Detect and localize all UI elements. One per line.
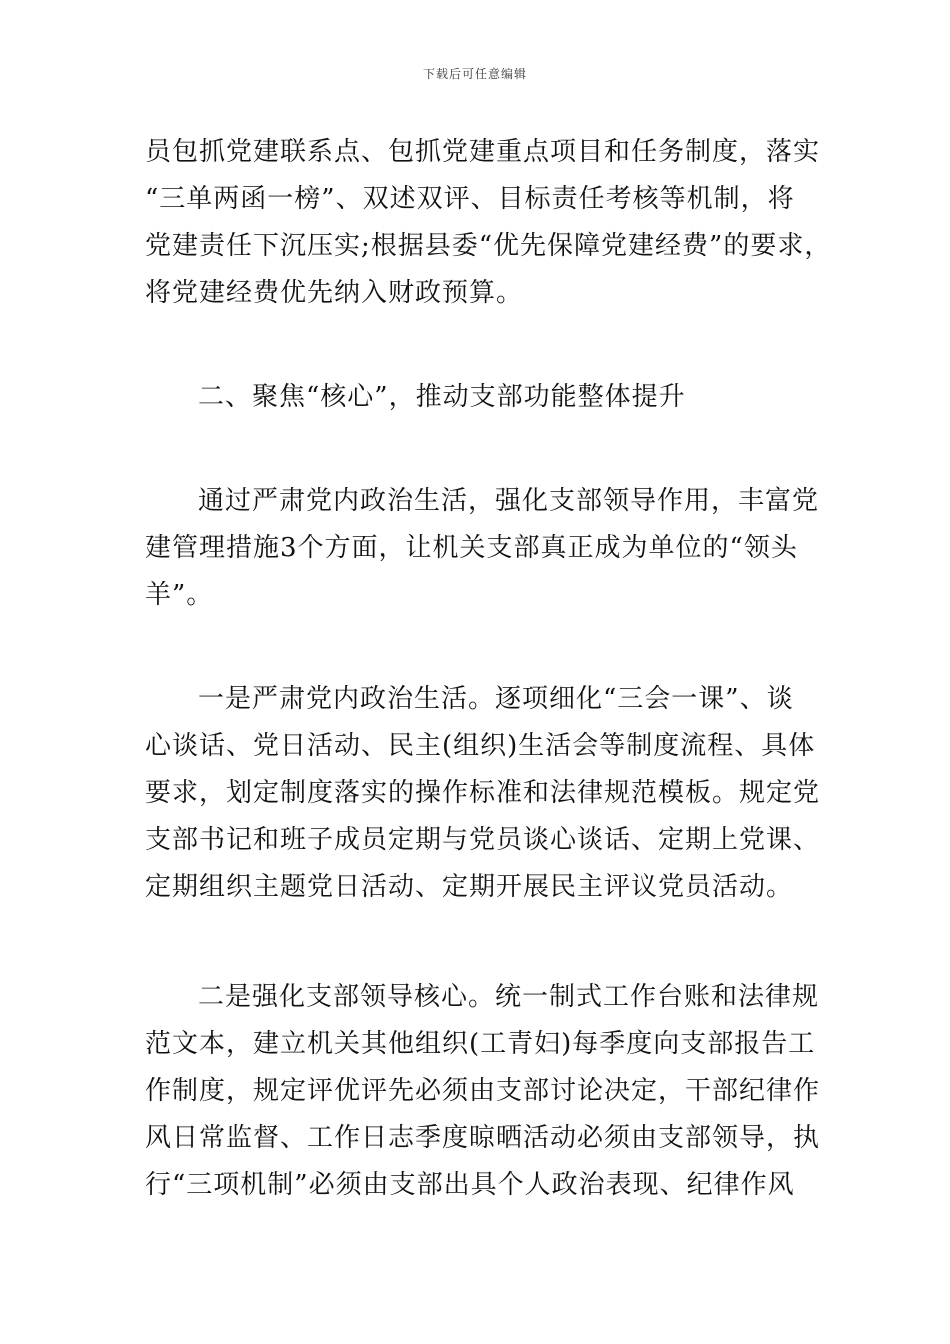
paragraph-line: 支部书记和班子成员定期与党员谈心谈话、定期上党课、 [145, 825, 821, 855]
section-heading: 二、聚焦“核心”，推动支部功能整体提升 [171, 382, 686, 412]
paragraph-line: 行“三项机制”必须由支部出具个人政治表现、纪律作风 [145, 1170, 795, 1200]
paragraph-line: 将党建经费优先纳入财政预算。 [145, 278, 524, 308]
paragraph-line: 作制度，规定评优评先必须由支部讨论决定，干部纪律作 [145, 1076, 821, 1106]
paragraph-line: 党建责任下沉压实;根据县委“优先保障党建经费”的要求， [145, 231, 832, 261]
page-header: 下载后可任意编辑 [422, 67, 527, 81]
paragraph-line: 建管理措施3个方面，让机关支部真正成为单位的“领头 [145, 533, 798, 563]
paragraph-line: 风日常监督、工作日志季度晾晒活动必须由支部领导，执 [145, 1123, 821, 1153]
paragraph-line: 羊”。 [145, 580, 214, 610]
paragraph-line: 心谈话、党日活动、民主(组织)生活会等制度流程、具体 [145, 731, 816, 761]
paragraph-line: “三单两函一榜”、双述双评、目标责任考核等机制，将 [145, 184, 795, 214]
paragraph-line: 范文本，建立机关其他组织(工青妇)每季度向支部报告工 [145, 1029, 816, 1059]
paragraph-line: 要求，划定制度落实的操作标准和法律规范模板。规定党 [145, 778, 821, 808]
paragraph-line: 通过严肃党内政治生活，强化支部领导作用，丰富党 [171, 486, 820, 516]
paragraph-line: 一是严肃党内政治生活。逐项细化“三会一课”、谈 [171, 684, 794, 714]
paragraph-line: 二是强化支部领导核心。统一制式工作台账和法律规 [171, 982, 820, 1012]
paragraph-line: 员包抓党建联系点、包抓党建重点项目和任务制度，落实 [145, 137, 821, 167]
paragraph-line: 定期组织主题党日活动、定期开展民主评议党员活动。 [145, 872, 794, 902]
